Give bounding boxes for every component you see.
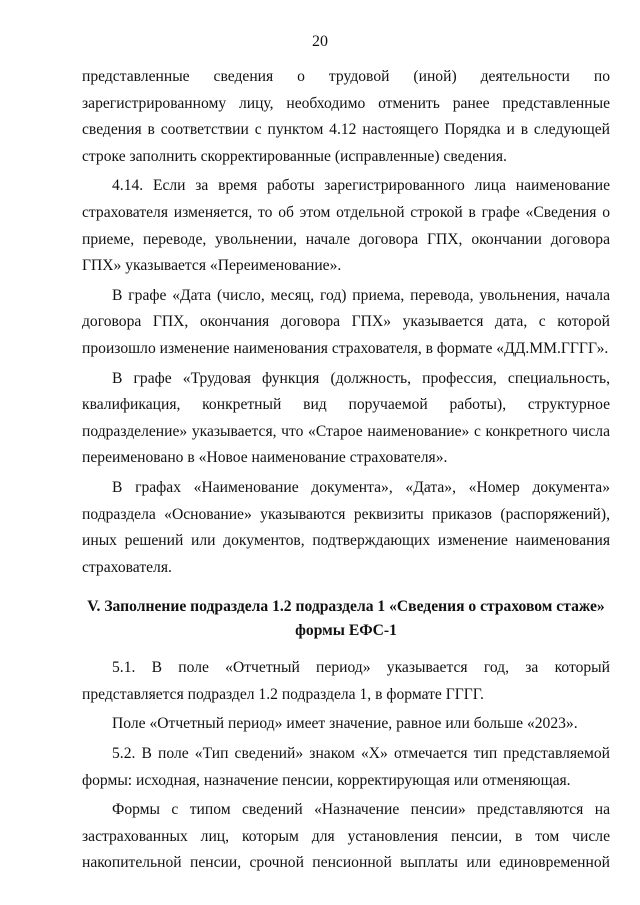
paragraph-basis: В графах «Наименование документа», «Дата», «Номер документа» подраздела «Основание» указываются реквизиты приказов (распоряжений), иных решений или документов, подтверждающих изменение наименования страхователя. [82,478,610,576]
section-heading-line1: V. Заполнение подраздела 1.2 подраздела 1 «Сведения о страховом стаже» [87,598,605,616]
paragraph-5-2: 5.2. В поле «Тип сведений» знаком «Х» отмечается тип представляемой формы: исходная, назначение пенсии, корректирующая или отменяющая. [82,745,610,789]
paragraph-4-14: 4.14. Если за время работы зарегистрированного лица наименование страхователя изменяется, то об этом отдельной строкой в графе «Сведения о приеме, переводе, увольнении, начале договора ГПХ, окончании договора ГПХ» указывается «Переименование». [82,177,610,275]
paragraph-continuation: представленные сведения о трудовой (иной) деятельности по зарегистрированному лицу, необходимо отменить ранее представленные сведения в соответствии с пунктом 4.12 настоящего Порядка и в следующей строке заполнить скорректированные (исправленные) сведения. [82,68,610,165]
paragraph-5-1: 5.1. В поле «Отчетный период» указывается год, за который представляется подраздел 1.2 подраздела 1, в формате ГГГГ. [82,659,610,703]
section-heading [82,595,610,643]
document-body [82,64,610,880]
section-heading-line2: формы ЕФС-1 [295,622,397,640]
paragraph-pension-forms: Формы с типом сведений «Назначение пенсии» представляются на застрахованных лиц, которым для установления пенсии, в том числе накопительной пенсии, срочной пенсионной выплаты или единовременной [82,801,610,872]
paragraph-reporting-period: Поле «Отчетный период» имеет значение, равное или больше «2023». [112,715,578,733]
page-number: 20 [312,33,328,50]
paragraph-date-field: В графе «Дата (число, месяц, год) приема, перевода, увольнения, начала договора ГПХ, окончания договора ГПХ» указывается дата, с которой произошло изменение наименования страхователя, в формате «ДД.ММ.ГГГГ». [82,286,610,357]
paragraph-labor-function: В графе «Трудовая функция (должность, профессия, специальность, квалификация, конкретный вид поручаемой работы), структурное подразделение» указывается, что «Старое наименование» с конкретного числа переименовано в «Новое наименование страхователя». [82,369,610,467]
